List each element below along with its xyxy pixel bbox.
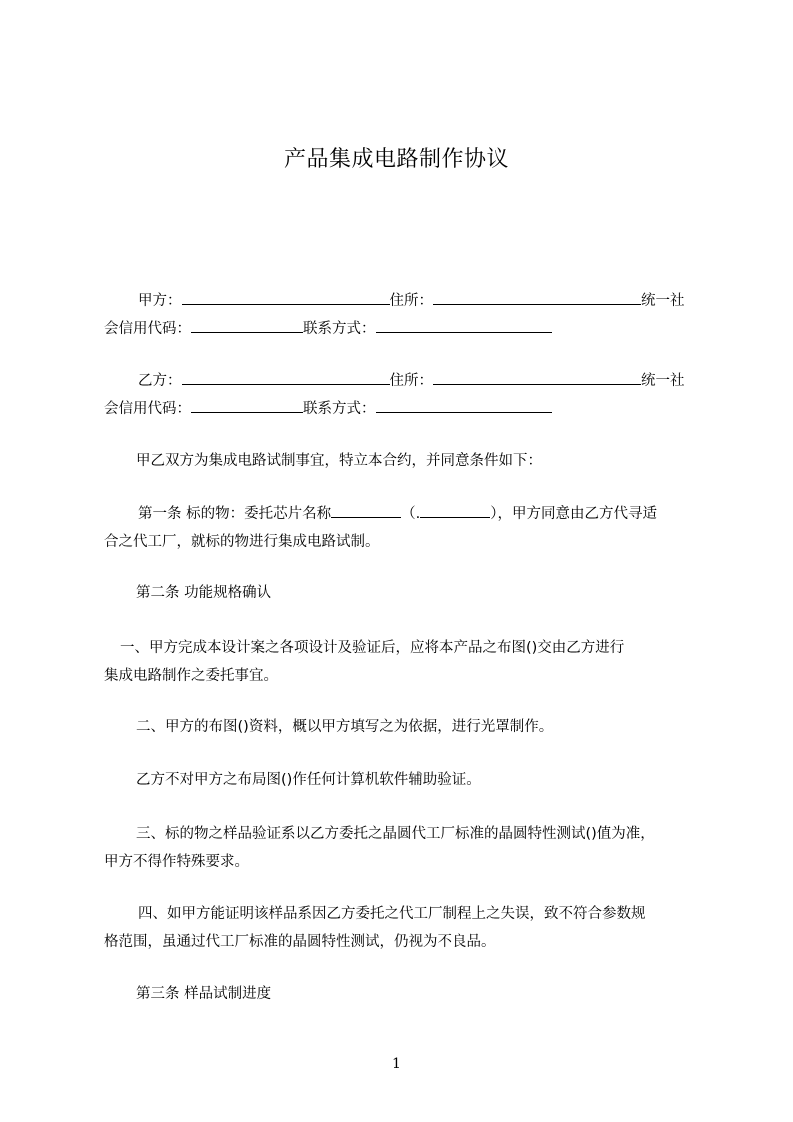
article-1-part1: 第一条 标的物：委托芯片名称 (138, 506, 332, 522)
party-b-contact-label: 联系方式： (303, 401, 376, 417)
party-b-line2 (104, 395, 704, 423)
article-3-heading (104, 980, 704, 1008)
party-a-contact-label: 联系方式： (303, 321, 376, 337)
party-a-label: 甲方： (138, 293, 182, 309)
party-b-name-blank[interactable] (182, 370, 390, 385)
clause-4 (104, 900, 704, 956)
party-b-address-label: 住所： (389, 373, 433, 389)
article-1-line2: 合之代工厂，就标的物进行集成电路试制。 (104, 534, 380, 550)
clause-3-line1: 三、标的物之样品验证系以乙方委托之晶圆代工厂标准的晶圆特性测试()值为准， (136, 826, 655, 842)
clause-2-note (104, 766, 704, 794)
page-number: 1 (392, 1056, 401, 1072)
preamble (104, 447, 704, 475)
party-a-credit-label-1: 统一社 (641, 293, 685, 309)
party-b-credit-label-1: 统一社 (641, 373, 685, 389)
document-title: 产品集成电路制作协议 (283, 147, 509, 172)
party-a-block (104, 287, 704, 343)
clause-2-text: 二、甲方的布图()资料，概以甲方填写之为依据，进行光罩制作。 (136, 719, 554, 735)
party-a-line2 (104, 315, 704, 343)
party-a-address-blank[interactable] (433, 290, 641, 305)
party-a-credit-blank[interactable] (191, 318, 303, 333)
clause-2 (104, 713, 704, 741)
party-b-label: 乙方： (138, 373, 182, 389)
article-3-heading-text: 第三条 样品试制进度 (136, 986, 272, 1002)
party-a-name-blank[interactable] (182, 290, 390, 305)
chip-name-blank[interactable] (331, 503, 401, 518)
party-a-contact-blank[interactable] (376, 318, 552, 333)
party-a-line1 (104, 287, 704, 315)
party-b-contact-blank[interactable] (376, 398, 552, 413)
party-b-block (104, 367, 704, 423)
clause-1-line1: 一、甲方完成本设计案之各项设计及验证后，应将本产品之布图()交由乙方进行 (120, 640, 625, 656)
party-b-credit-blank[interactable] (191, 398, 303, 413)
clause-3 (104, 820, 704, 876)
article-2-heading (104, 579, 704, 607)
party-b-credit-label-2: 会信用代码： (104, 401, 191, 417)
clause-3-line2: 甲方不得作特殊要求。 (104, 854, 249, 870)
article-1-line1 (104, 500, 704, 528)
article-1-part3: ），甲方同意由乙方代寻适 (490, 506, 657, 522)
party-b-address-blank[interactable] (433, 370, 641, 385)
clause-4-line2: 格范围，虽通过代工厂标准的晶圆特性测试，仍视为不良品。 (104, 934, 496, 950)
article-1 (104, 500, 704, 556)
party-a-address-label: 住所： (389, 293, 433, 309)
article-2-heading-text: 第二条 功能规格确认 (136, 585, 272, 601)
party-a-credit-label-2: 会信用代码： (104, 321, 191, 337)
clause-4-line1: 四、如甲方能证明该样品系因乙方委托之代工厂制程上之失误，致不符合参数规 (138, 906, 646, 922)
preamble-text: 甲乙双方为集成电路试制事宜，特立本合约，并同意条件如下： (136, 453, 542, 469)
clause-1 (104, 634, 704, 690)
clause-2-note-text: 乙方不对甲方之布局图()作任何计算机软件辅助验证。 (136, 772, 481, 788)
article-1-part2: （. (401, 506, 421, 522)
clause-1-line2: 集成电路制作之委托事宜。 (104, 668, 278, 684)
chip-code-blank[interactable] (420, 503, 490, 518)
party-b-line1 (104, 367, 704, 395)
